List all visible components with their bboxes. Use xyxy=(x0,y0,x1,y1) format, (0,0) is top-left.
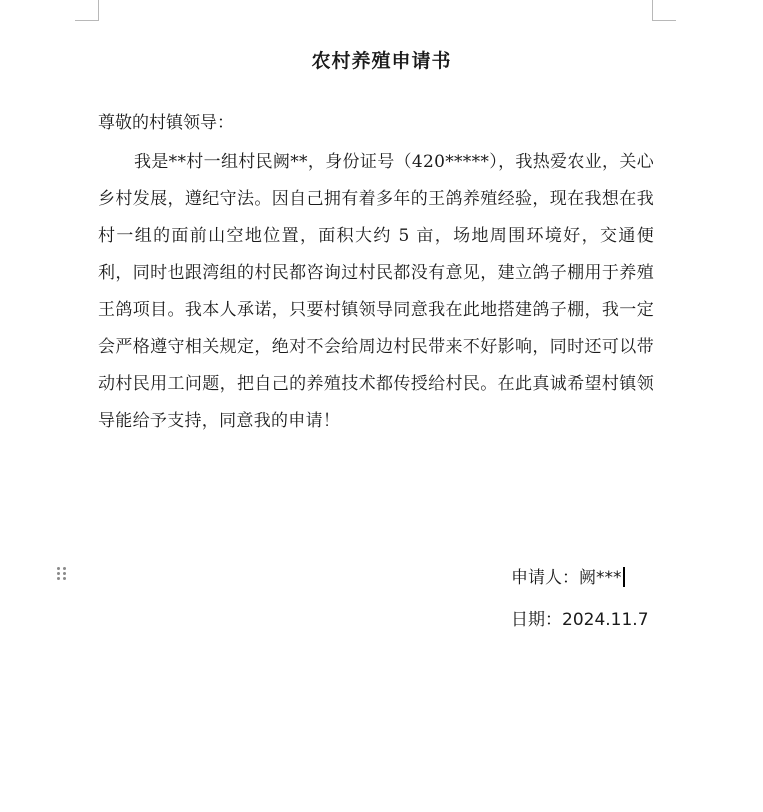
applicant-label: 申请人： xyxy=(511,568,579,588)
salutation[interactable]: 尊敬的村镇领导： xyxy=(98,113,234,133)
applicant-line[interactable] xyxy=(511,563,625,588)
drag-handle-icon[interactable] xyxy=(57,567,67,581)
drag-dot xyxy=(57,572,60,575)
drag-dot xyxy=(63,577,66,580)
drag-dot xyxy=(57,567,60,570)
date-label: 日期： xyxy=(511,610,562,630)
drag-dot xyxy=(63,567,66,570)
body-paragraph[interactable]: 我是**村一组村民阙**，身份证号（420*****），我热爱农业，关心乡村发展，遵纪守法。因自己拥有着多年的王鸽养殖经验，现在我想在我村一组的面前山空地位置，面积大约 5 亩，场地周围环境好，交通便利，同时也跟湾组的村民都咨询过村民都没有意见，建立鸽子棚用于养殖王鸽项目。我本人承诺，只要村镇领导同意我在此地搭建鸽子棚，我一定会严格遵守相关规定，绝对不会给周边村民带来不好影响，同时还可以带动村民用工问题，把自己的养殖技术都传授给村民。在此真诚希望村镇领导能给予支持，同意我的申请！ xyxy=(98,152,654,431)
page-corner-mark-top-right xyxy=(652,0,676,21)
page-corner-mark-top-left xyxy=(75,0,99,21)
applicant-name: 阙*** xyxy=(579,568,622,588)
document-title[interactable]: 农村养殖申请书 xyxy=(311,50,452,72)
drag-dot xyxy=(57,577,60,580)
date-line[interactable] xyxy=(511,605,649,630)
date-value: 2024.11.7 xyxy=(562,610,649,630)
drag-dot xyxy=(63,572,66,575)
text-cursor xyxy=(623,567,625,587)
